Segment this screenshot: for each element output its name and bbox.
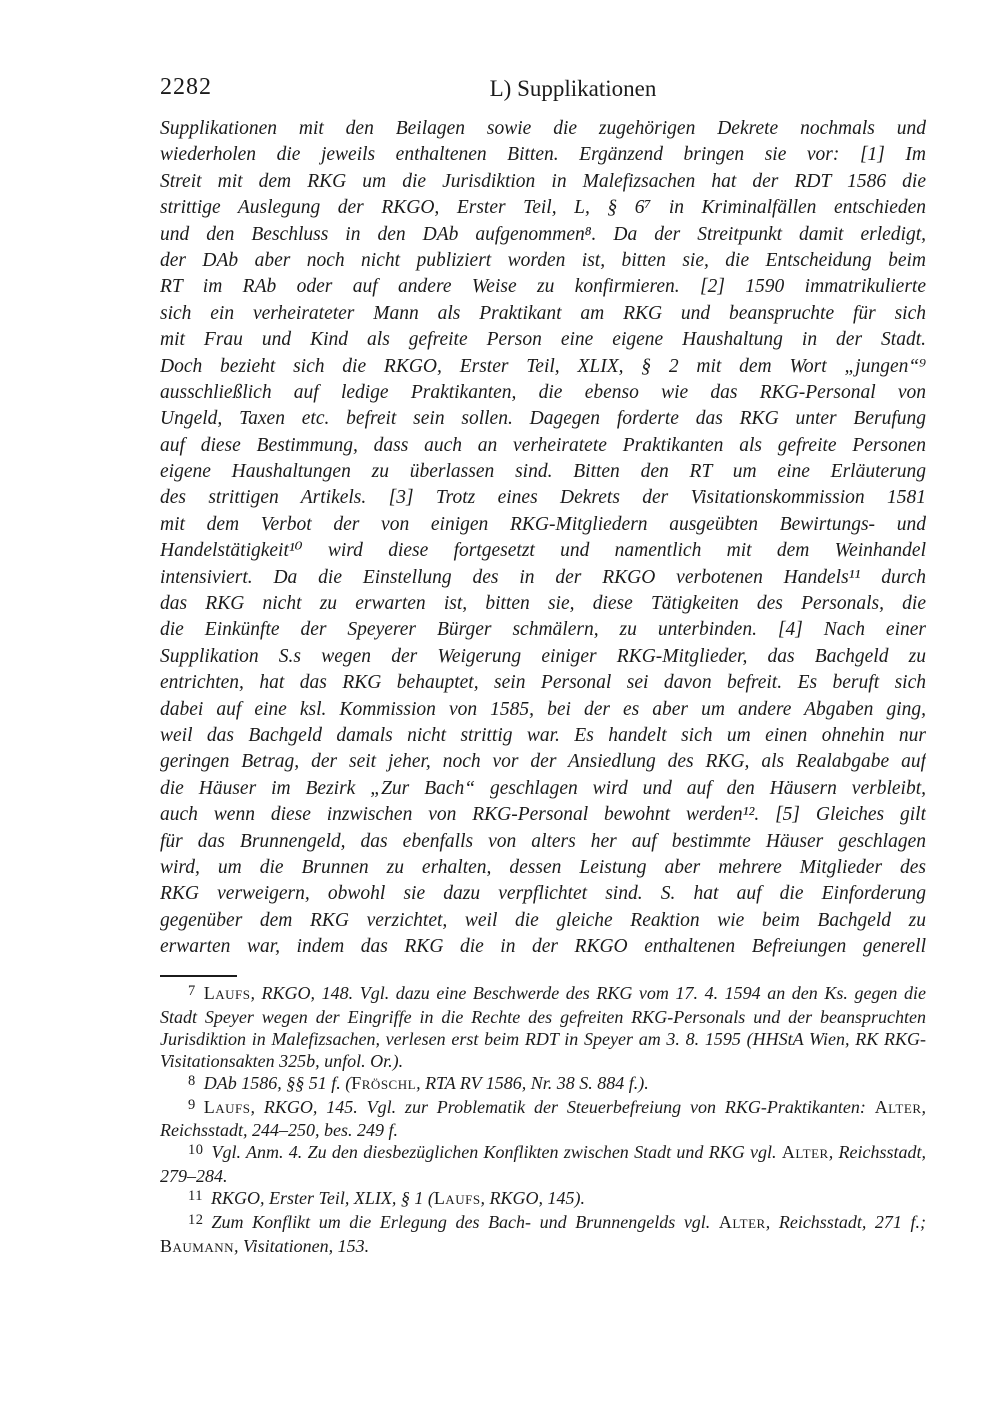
footnote-marker: 11 xyxy=(188,1188,203,1205)
text-line: wiederholen die jeweils enthaltenen Bitten. Ergänzend bringen sie vor: [1] Im xyxy=(160,144,926,166)
footnote-marker: 8 xyxy=(188,1072,196,1089)
text-line: des strittigen Artikels. [3] Trotz eines Dekrets der Visitationskommission 1581 xyxy=(160,487,926,509)
text-line: dabei auf eine ksl. Kommission von 1585, bei der es aber um andere Abgaben ging, xyxy=(160,698,926,720)
footnote-text-segment: Alter xyxy=(874,1096,922,1117)
main-text-block xyxy=(160,116,926,961)
text-line: ausschließlich auf ledige Praktikanten, die ebenso wie das RKG-Personal von xyxy=(160,381,926,403)
running-head: L) Supplikationen xyxy=(489,76,657,101)
footnote-text-segment: , Reichsstadt, 279–284. xyxy=(160,1142,926,1187)
footnote-text-segment: , RTA RV 1586, Nr. 38 S. 884 f.). xyxy=(416,1072,649,1093)
text-line: gegenüber dem RKG verzichtet, weil die gleiche Reaktion wie beim Bachgeld zu xyxy=(160,909,926,931)
footnote-7 xyxy=(160,983,926,1073)
footnote-10 xyxy=(160,1142,926,1188)
footnote-text-segment: , RKGO, 148. Vgl. dazu eine Beschwerde des RKG vom 17. 4. 1594 an den Ks. gegen die Stadt Speyer wegen der Eingriffe in die Rechte des gefreiten RKG-Personals und der beanspruchten Jurisdiktion in Malefizsachen, verlesen erst beim RDT in Speyer am 3. 8. 1595 (HHStA Wien, RK RKG-Visitationsakten 325b, unfol. Or.). xyxy=(160,983,926,1071)
footnote-text-segment: Alter xyxy=(718,1212,766,1233)
text-line: der DAb aber noch nicht publiziert worden ist, bitten sie, die Entscheidung beim xyxy=(160,249,926,271)
page-number: 2282 xyxy=(160,74,212,100)
text-line: RT im RAb oder auf andere Weise zu konfirmieren. [2] 1590 immatrikulierte xyxy=(160,276,926,298)
footnote-marker: 12 xyxy=(188,1212,204,1229)
footnote-text-segment: Vgl. Anm. 4. Zu den diesbezüglichen Konflikten zwischen Stadt und RKG vgl. xyxy=(211,1142,782,1163)
text-line: die Häuser im Bezirk „Zur Bach“ geschlagen wird und auf den Häusern verbleibt, xyxy=(160,777,926,799)
footnote-text-segment: Laufs xyxy=(433,1188,481,1209)
footnote-text-segment: , Reichsstadt, 244–250, bes. 249 f. xyxy=(160,1096,926,1141)
text-line: wird, um die Brunnen zu erhalten, dessen Leistung aber mehrere Mitglieder des xyxy=(160,856,926,878)
footnote-text-segment: Baumann xyxy=(160,1235,235,1256)
footnotes-section xyxy=(160,983,926,1258)
footnote-marker: 10 xyxy=(188,1142,204,1159)
text-line: Ungeld, Taxen etc. befreit sein sollen. Dagegen forderte das RKG unter Berufung xyxy=(160,408,926,430)
footnote-12 xyxy=(160,1212,926,1258)
text-line: eigene Haushaltungen zu überlassen sind. Bitten den RT um eine Erläuterung xyxy=(160,461,926,483)
text-line: strittige Auslegung der RKGO, Erster Teil, L, § 6⁷ in Kriminalfällen entschieden xyxy=(160,197,926,219)
text-line: auf diese Bestimmung, dass auch an verheiratete Praktikanten als gefreite Personen xyxy=(160,434,926,456)
text-line: Handelstätigkeit¹⁰ wird diese fortgesetzt und namentlich mit dem Weinhandel xyxy=(160,540,926,562)
text-line: sich ein verheirateter Mann als Praktikant am RKG und beanspruchte für sich xyxy=(160,302,926,324)
text-line: intensiviert. Da die Einstellung des in der RKGO verbotenen Handels¹¹ durch xyxy=(160,566,926,588)
footnote-text-segment: RKGO, Erster Teil, XLIX, § 1 ( xyxy=(210,1188,434,1209)
footnote-marker: 9 xyxy=(188,1096,196,1113)
text-line: Supplikationen mit den Beilagen sowie die zugehörigen Dekrete nochmals und xyxy=(160,118,926,139)
footnote-marker: 7 xyxy=(188,983,196,999)
text-line: für das Brunnengeld, das ebenfalls von alters her auf bestimmte Häuser geschlagen xyxy=(160,830,926,852)
text-line: Supplikation S.s wegen der Weigerung einiger RKG-Mitglieder, das Bachgeld zu xyxy=(160,645,926,667)
text-line: geringen Betrag, der seit jeher, noch vor der Ansiedlung des RKG, als Realabgabe auf xyxy=(160,751,926,773)
text-line: RKG verweigern, obwohl sie dazu verpflichtet sind. S. hat auf die Einforderung xyxy=(160,883,926,905)
footnote-text-segment: DAb 1586, §§ 51 f. ( xyxy=(203,1072,352,1093)
footnote-8 xyxy=(160,1073,926,1097)
text-line: auch wenn diese inzwischen von RKG-Personal bewohnt werden¹². [5] Gleiches gilt xyxy=(160,804,926,826)
footnote-9 xyxy=(160,1097,926,1143)
text-line: entrichten, hat das RKG behauptet, sein Personal sei davon befreit. Es beruft sich xyxy=(160,672,926,694)
footnote-separator-rule xyxy=(160,975,237,977)
text-line: Doch bezieht sich die RKGO, Erster Teil, XLIX, § 2 mit dem Wort „jungen“⁹ xyxy=(160,355,926,377)
footnote-text-segment: Laufs xyxy=(203,983,251,1003)
text-line: mit Frau und Kind als gefreite Person eine eigene Haushaltung in der Stadt. xyxy=(160,329,926,351)
text-line: und den Beschluss in den DAb aufgenommen⁸. Da der Streitpunkt damit erledigt, xyxy=(160,223,926,245)
footnote-11 xyxy=(160,1188,926,1212)
footnote-text-segment: , RKGO, 145. Vgl. zur Problematik der Steuerbefreiung von RKG-Praktikanten: xyxy=(250,1096,875,1117)
footnote-text-segment: Fröschl xyxy=(351,1072,417,1093)
text-line: das RKG nicht zu erwarten ist, bitten sie, diese Tätigkeiten des Personals, die xyxy=(160,593,926,615)
text-line: die Einkünfte der Speyerer Bürger schmälern, zu unterbinden. [4] Nach einer xyxy=(160,619,926,641)
footnote-text-segment: , RKGO, 145). xyxy=(480,1188,586,1209)
text-line: erwarten war, indem das RKG die in der RKGO enthaltenen Befreiungen generell xyxy=(160,936,926,958)
footnote-text-segment: , Reichsstadt, 271 f.; xyxy=(765,1212,927,1233)
text-line: Streit mit dem RKG um die Jurisdiktion in Malefizsachen hat der RDT 1586 die xyxy=(160,170,926,192)
footnote-text-segment: , Visitationen, 153. xyxy=(234,1235,370,1256)
text-line: mit dem Verbot der von einigen RKG-Mitgliedern ausgeübten Bewirtungs- und xyxy=(160,513,926,535)
footnote-text-segment: Zum Konflikt um die Erlegung des Bach- und Brunnengelds vgl. xyxy=(211,1212,719,1233)
text-line: weil das Bachgeld damals nicht strittig war. Es handelt sich um einen ohnehin nur xyxy=(160,724,926,746)
footnote-text-segment: Alter xyxy=(781,1142,829,1163)
footnote-text-segment: Laufs xyxy=(203,1096,251,1117)
